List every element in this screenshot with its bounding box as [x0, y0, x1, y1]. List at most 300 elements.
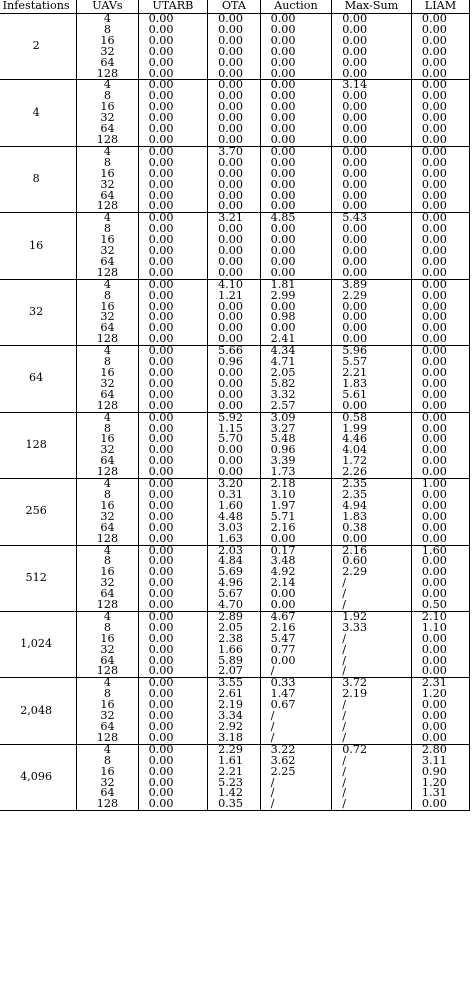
utarb-cell: 0.00 [138, 323, 208, 334]
auction-cell: 0.00 [260, 58, 332, 69]
utarb-cell: 0.00 [138, 25, 208, 36]
liam-cell: 1.00 [411, 479, 469, 490]
ota-cell: 1.42 [208, 788, 261, 799]
max-sum-cell: 2.26 [332, 467, 412, 478]
max-sum-cell: 0.72 [332, 744, 412, 755]
liam-cell: 0.00 [411, 246, 469, 257]
uavs-cell: 16 [77, 102, 138, 113]
liam-cell: 0.00 [411, 424, 469, 435]
liam-cell: 0.00 [411, 113, 469, 124]
liam-cell: 0.00 [411, 523, 469, 534]
ota-cell: 0.00 [208, 47, 261, 58]
liam-cell: 0.00 [411, 69, 469, 80]
auction-cell: 0.33 [260, 678, 332, 689]
max-sum-cell: 2.35 [332, 490, 412, 501]
liam-cell: 0.00 [411, 445, 469, 456]
ota-cell: 0.00 [208, 80, 261, 91]
utarb-cell: 0.00 [138, 312, 208, 323]
auction-cell: 0.00 [260, 257, 332, 268]
ota-cell: 0.00 [208, 191, 261, 202]
auction-cell: 0.00 [260, 600, 332, 611]
utarb-cell: 0.00 [138, 235, 208, 246]
ota-cell: 0.00 [208, 257, 261, 268]
liam-cell: 0.00 [411, 146, 469, 157]
uavs-cell: 16 [77, 36, 138, 47]
auction-cell: 0.96 [260, 445, 332, 456]
liam-cell: 0.00 [411, 512, 469, 523]
max-sum-cell: 4.04 [332, 445, 412, 456]
ota-cell: 0.00 [208, 25, 261, 36]
utarb-cell: 0.00 [138, 434, 208, 445]
max-sum-cell: 4.94 [332, 501, 412, 512]
max-sum-cell: 5.57 [332, 357, 412, 368]
utarb-cell: 0.00 [138, 124, 208, 135]
max-sum-cell: 0.00 [332, 180, 412, 191]
uavs-cell: 16 [77, 169, 138, 180]
auction-cell: 0.00 [260, 113, 332, 124]
auction-cell: 0.00 [260, 124, 332, 135]
utarb-cell: 0.00 [138, 113, 208, 124]
ota-cell: 0.00 [208, 312, 261, 323]
utarb-cell: 0.00 [138, 36, 208, 47]
max-sum-cell: 3.33 [332, 623, 412, 634]
liam-cell: 0.00 [411, 490, 469, 501]
ota-cell: 1.21 [208, 291, 261, 302]
max-sum-cell: 0.00 [332, 224, 412, 235]
uavs-cell: 4 [77, 146, 138, 157]
uavs-cell: 8 [77, 91, 138, 102]
uavs-cell: 4 [77, 545, 138, 556]
liam-cell: 0.00 [411, 722, 469, 733]
utarb-cell: 0.00 [138, 788, 208, 799]
liam-cell: 1.10 [411, 623, 469, 634]
ota-cell: 2.29 [208, 744, 261, 755]
liam-cell: 1.31 [411, 788, 469, 799]
max-sum-cell: / [332, 666, 412, 677]
utarb-cell: 0.00 [138, 756, 208, 767]
uavs-cell: 32 [77, 645, 138, 656]
auction-cell: 0.00 [260, 80, 332, 91]
liam-cell: 0.50 [411, 600, 469, 611]
max-sum-cell: 0.00 [332, 102, 412, 113]
max-sum-cell: / [332, 645, 412, 656]
uavs-cell: 8 [77, 490, 138, 501]
auction-cell: / [260, 666, 332, 677]
auction-cell: 0.00 [260, 158, 332, 169]
auction-cell: 0.00 [260, 302, 332, 313]
max-sum-cell: / [332, 711, 412, 722]
max-sum-cell: 0.00 [332, 158, 412, 169]
ota-cell: 0.00 [208, 180, 261, 191]
uavs-cell: 8 [77, 291, 138, 302]
auction-cell: 0.00 [260, 47, 332, 58]
utarb-cell: 0.00 [138, 490, 208, 501]
infestations-cell: 8 [0, 146, 77, 212]
uavs-cell: 128 [77, 666, 138, 677]
utarb-cell: 0.00 [138, 512, 208, 523]
ota-cell: 0.00 [208, 334, 261, 345]
max-sum-cell: 0.00 [332, 135, 412, 146]
utarb-cell: 0.00 [138, 102, 208, 113]
table-row [0, 611, 470, 622]
uavs-cell: 128 [77, 334, 138, 345]
max-sum-cell: 1.72 [332, 456, 412, 467]
uavs-cell: 32 [77, 379, 138, 390]
utarb-cell: 0.00 [138, 58, 208, 69]
utarb-cell: 0.00 [138, 201, 208, 212]
ota-cell: 0.31 [208, 490, 261, 501]
utarb-cell: 0.00 [138, 778, 208, 789]
auction-cell: 4.67 [260, 611, 332, 622]
max-sum-cell: 0.00 [332, 246, 412, 257]
uavs-cell: 64 [77, 124, 138, 135]
uavs-cell: 16 [77, 700, 138, 711]
uavs-cell: 128 [77, 201, 138, 212]
ota-cell: 5.69 [208, 567, 261, 578]
utarb-cell: 0.00 [138, 390, 208, 401]
auction-cell: 0.00 [260, 656, 332, 667]
utarb-cell: 0.00 [138, 799, 208, 810]
uavs-cell: 16 [77, 235, 138, 246]
liam-cell: 0.00 [411, 634, 469, 645]
liam-cell: 0.00 [411, 401, 469, 412]
ota-cell: 1.63 [208, 534, 261, 545]
auction-cell: 0.00 [260, 589, 332, 600]
auction-cell: 4.71 [260, 357, 332, 368]
uavs-cell: 4 [77, 346, 138, 357]
ota-cell: 5.66 [208, 346, 261, 357]
liam-cell: 1.20 [411, 689, 469, 700]
auction-cell: 4.34 [260, 346, 332, 357]
liam-cell: 0.00 [411, 47, 469, 58]
table-row [0, 213, 470, 224]
auction-cell: 1.81 [260, 279, 332, 290]
utarb-cell: 0.00 [138, 556, 208, 567]
table-row [0, 279, 470, 290]
uavs-cell: 64 [77, 722, 138, 733]
liam-cell: 0.00 [411, 799, 469, 810]
ota-cell: 0.00 [208, 158, 261, 169]
max-sum-cell: 4.46 [332, 434, 412, 445]
uavs-cell: 4 [77, 14, 138, 25]
liam-cell: 0.00 [411, 102, 469, 113]
auction-cell: / [260, 711, 332, 722]
ota-cell: 2.03 [208, 545, 261, 556]
ota-cell: 2.07 [208, 666, 261, 677]
ota-cell: 0.00 [208, 36, 261, 47]
uavs-cell: 64 [77, 323, 138, 334]
max-sum-cell: 0.00 [332, 302, 412, 313]
auction-cell: 0.00 [260, 102, 332, 113]
uavs-cell: 128 [77, 467, 138, 478]
liam-cell: 0.00 [411, 91, 469, 102]
ota-cell: 0.00 [208, 135, 261, 146]
uavs-cell: 128 [77, 268, 138, 279]
uavs-cell: 32 [77, 512, 138, 523]
infestations-cell: 4 [0, 80, 77, 146]
table-row [0, 80, 470, 91]
utarb-cell: 0.00 [138, 80, 208, 91]
auction-cell: 3.22 [260, 744, 332, 755]
uavs-cell: 64 [77, 58, 138, 69]
max-sum-cell: 0.00 [332, 14, 412, 25]
auction-cell: 0.00 [260, 14, 332, 25]
uavs-cell: 8 [77, 25, 138, 36]
liam-cell: 0.00 [411, 158, 469, 169]
ota-cell: 0.00 [208, 91, 261, 102]
max-sum-cell: 5.43 [332, 213, 412, 224]
uavs-cell: 4 [77, 479, 138, 490]
uavs-cell: 4 [77, 80, 138, 91]
utarb-cell: 0.00 [138, 722, 208, 733]
liam-cell: 0.00 [411, 268, 469, 279]
max-sum-cell: 0.00 [332, 257, 412, 268]
ota-cell: 2.19 [208, 700, 261, 711]
col-header-uavs: UAVs [77, 0, 138, 14]
utarb-cell: 0.00 [138, 567, 208, 578]
max-sum-cell: 0.00 [332, 201, 412, 212]
auction-cell: 3.27 [260, 424, 332, 435]
max-sum-cell: 0.00 [332, 47, 412, 58]
ota-cell: 0.00 [208, 379, 261, 390]
infestations-cell: 128 [0, 412, 77, 478]
max-sum-cell: 0.00 [332, 91, 412, 102]
max-sum-cell: / [332, 722, 412, 733]
liam-cell: 3.11 [411, 756, 469, 767]
max-sum-cell: / [332, 799, 412, 810]
auction-cell: 0.00 [260, 268, 332, 279]
liam-cell: 0.00 [411, 213, 469, 224]
liam-cell: 0.00 [411, 80, 469, 91]
utarb-cell: 0.00 [138, 744, 208, 755]
utarb-cell: 0.00 [138, 279, 208, 290]
uavs-cell: 16 [77, 634, 138, 645]
auction-cell: 0.00 [260, 91, 332, 102]
utarb-cell: 0.00 [138, 47, 208, 58]
uavs-cell: 16 [77, 434, 138, 445]
uavs-cell: 64 [77, 456, 138, 467]
infestations-cell: 256 [0, 479, 77, 545]
max-sum-cell: 2.19 [332, 689, 412, 700]
utarb-cell: 0.00 [138, 69, 208, 80]
ota-cell: 0.00 [208, 467, 261, 478]
max-sum-cell: 2.35 [332, 479, 412, 490]
ota-cell: 0.00 [208, 268, 261, 279]
max-sum-cell: 5.61 [332, 390, 412, 401]
max-sum-cell: 0.00 [332, 58, 412, 69]
utarb-cell: 0.00 [138, 589, 208, 600]
liam-cell: 0.00 [411, 279, 469, 290]
utarb-cell: 0.00 [138, 479, 208, 490]
auction-cell: 0.17 [260, 545, 332, 556]
liam-cell: 0.00 [411, 645, 469, 656]
liam-cell: 0.00 [411, 135, 469, 146]
utarb-cell: 0.00 [138, 678, 208, 689]
max-sum-cell: 0.00 [332, 323, 412, 334]
utarb-cell: 0.00 [138, 645, 208, 656]
ota-cell: 0.00 [208, 401, 261, 412]
ota-cell: 3.70 [208, 146, 261, 157]
max-sum-cell: / [332, 767, 412, 778]
ota-cell: 0.00 [208, 201, 261, 212]
max-sum-cell: 2.16 [332, 545, 412, 556]
infestations-cell: 512 [0, 545, 77, 611]
ota-cell: 5.70 [208, 434, 261, 445]
infestations-cell: 32 [0, 279, 77, 345]
uavs-cell: 32 [77, 778, 138, 789]
liam-cell: 0.00 [411, 700, 469, 711]
utarb-cell: 0.00 [138, 424, 208, 435]
max-sum-cell: 0.00 [332, 124, 412, 135]
table-body [0, 14, 470, 811]
liam-cell: 0.00 [411, 379, 469, 390]
utarb-cell: 0.00 [138, 623, 208, 634]
liam-cell: 2.31 [411, 678, 469, 689]
col-header-auction: Auction [260, 0, 332, 14]
utarb-cell: 0.00 [138, 412, 208, 423]
max-sum-cell: / [332, 589, 412, 600]
ota-cell: 3.21 [208, 213, 261, 224]
auction-cell: 3.39 [260, 456, 332, 467]
liam-cell: 0.00 [411, 656, 469, 667]
ota-cell: 3.20 [208, 479, 261, 490]
utarb-cell: 0.00 [138, 456, 208, 467]
liam-cell: 0.00 [411, 169, 469, 180]
auction-cell: 0.00 [260, 191, 332, 202]
table-row [0, 346, 470, 357]
max-sum-cell: 0.00 [332, 235, 412, 246]
max-sum-cell: / [332, 700, 412, 711]
utarb-cell: 0.00 [138, 302, 208, 313]
ota-cell: 0.00 [208, 14, 261, 25]
max-sum-cell: / [332, 600, 412, 611]
ota-cell: 5.89 [208, 656, 261, 667]
infestations-cell: 16 [0, 213, 77, 279]
header-row [0, 0, 470, 14]
liam-cell: 0.00 [411, 334, 469, 345]
utarb-cell: 0.00 [138, 257, 208, 268]
liam-cell: 0.00 [411, 291, 469, 302]
max-sum-cell: / [332, 656, 412, 667]
auction-cell: 2.16 [260, 623, 332, 634]
auction-cell: 1.73 [260, 467, 332, 478]
utarb-cell: 0.00 [138, 291, 208, 302]
auction-cell: / [260, 722, 332, 733]
uavs-cell: 4 [77, 744, 138, 755]
auction-cell: 0.67 [260, 700, 332, 711]
max-sum-cell: 3.14 [332, 80, 412, 91]
liam-cell: 0.00 [411, 191, 469, 202]
utarb-cell: 0.00 [138, 689, 208, 700]
max-sum-cell: 0.00 [332, 268, 412, 279]
infestations-cell: 4,096 [0, 744, 77, 810]
liam-cell: 0.90 [411, 767, 469, 778]
ota-cell: 2.38 [208, 634, 261, 645]
uavs-cell: 32 [77, 578, 138, 589]
liam-cell: 0.00 [411, 346, 469, 357]
utarb-cell: 0.00 [138, 501, 208, 512]
uavs-cell: 64 [77, 191, 138, 202]
ota-cell: 5.92 [208, 412, 261, 423]
auction-cell: 4.92 [260, 567, 332, 578]
max-sum-cell: 0.00 [332, 25, 412, 36]
max-sum-cell: / [332, 756, 412, 767]
utarb-cell: 0.00 [138, 180, 208, 191]
max-sum-cell: 0.00 [332, 69, 412, 80]
ota-cell: 3.55 [208, 678, 261, 689]
utarb-cell: 0.00 [138, 246, 208, 257]
max-sum-cell: 2.21 [332, 368, 412, 379]
uavs-cell: 8 [77, 623, 138, 634]
uavs-cell: 32 [77, 711, 138, 722]
max-sum-cell: 0.00 [332, 401, 412, 412]
uavs-cell: 16 [77, 567, 138, 578]
uavs-cell: 128 [77, 799, 138, 810]
utarb-cell: 0.00 [138, 268, 208, 279]
liam-cell: 0.00 [411, 456, 469, 467]
max-sum-cell: 0.00 [332, 169, 412, 180]
ota-cell: 1.60 [208, 501, 261, 512]
col-header-liam: LIAM [411, 0, 469, 14]
utarb-cell: 0.00 [138, 733, 208, 744]
ota-cell: 0.00 [208, 113, 261, 124]
utarb-cell: 0.00 [138, 91, 208, 102]
utarb-cell: 0.00 [138, 169, 208, 180]
auction-cell: 0.98 [260, 312, 332, 323]
auction-cell: 2.18 [260, 479, 332, 490]
ota-cell: 0.00 [208, 390, 261, 401]
uavs-cell: 128 [77, 135, 138, 146]
max-sum-cell: 0.00 [332, 312, 412, 323]
auction-cell: 0.00 [260, 180, 332, 191]
uavs-cell: 64 [77, 788, 138, 799]
col-header-ota: OTA [208, 0, 261, 14]
utarb-cell: 0.00 [138, 135, 208, 146]
auction-cell: 0.00 [260, 534, 332, 545]
uavs-cell: 4 [77, 279, 138, 290]
auction-cell: 0.00 [260, 25, 332, 36]
liam-cell: 0.00 [411, 180, 469, 191]
uavs-cell: 4 [77, 678, 138, 689]
liam-cell: 0.00 [411, 201, 469, 212]
liam-cell: 0.00 [411, 578, 469, 589]
utarb-cell: 0.00 [138, 666, 208, 677]
liam-cell: 0.00 [411, 501, 469, 512]
utarb-cell: 0.00 [138, 467, 208, 478]
uavs-cell: 32 [77, 113, 138, 124]
max-sum-cell: / [332, 733, 412, 744]
utarb-cell: 0.00 [138, 368, 208, 379]
uavs-cell: 4 [77, 611, 138, 622]
auction-cell: 3.62 [260, 756, 332, 767]
infestations-cell: 1,024 [0, 611, 77, 677]
max-sum-cell: 2.29 [332, 567, 412, 578]
uavs-cell: 32 [77, 246, 138, 257]
utarb-cell: 0.00 [138, 656, 208, 667]
ota-cell: 0.96 [208, 357, 261, 368]
table-row [0, 479, 470, 490]
utarb-cell: 0.00 [138, 534, 208, 545]
auction-cell: 3.48 [260, 556, 332, 567]
auction-cell: 0.00 [260, 135, 332, 146]
uavs-cell: 8 [77, 556, 138, 567]
infestations-cell: 2,048 [0, 678, 77, 744]
max-sum-cell: 1.83 [332, 379, 412, 390]
ota-cell: 3.03 [208, 523, 261, 534]
auction-cell: / [260, 799, 332, 810]
utarb-cell: 0.00 [138, 600, 208, 611]
utarb-cell: 0.00 [138, 379, 208, 390]
